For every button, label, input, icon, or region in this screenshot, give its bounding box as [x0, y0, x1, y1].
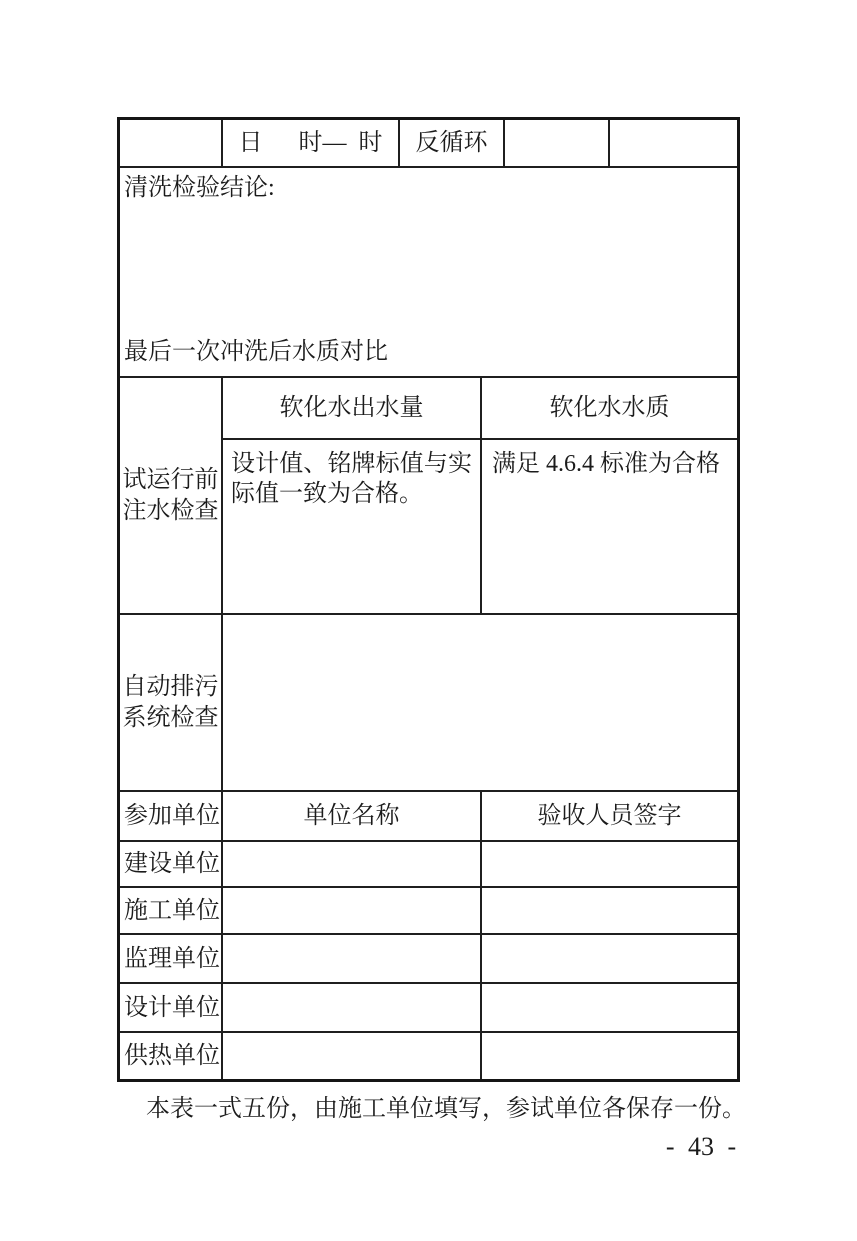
unit-row-label: 施工单位 — [120, 888, 223, 935]
signature-header: 验收人员签字 — [482, 792, 737, 842]
auto-blowdown-content-cell — [223, 615, 737, 792]
unit-name-cell — [223, 1033, 482, 1079]
unit-name-cell — [223, 888, 482, 935]
softened-water-output-header: 软化水出水量 — [223, 378, 482, 440]
unit-name-header: 单位名称 — [223, 792, 482, 842]
unit-signature-cell — [482, 842, 737, 888]
auto-blowdown-label — [120, 615, 223, 792]
cleaning-conclusion-cell — [120, 168, 737, 378]
pretrial-check-label — [120, 378, 223, 615]
auto-blowdown-label-line2: 系统检查 — [122, 704, 219, 731]
pretrial-check-label-line1: 试运行前 — [122, 466, 219, 493]
auto-blowdown-label-line1: 自动排污 — [122, 673, 219, 700]
unit-row-label: 监理单位 — [120, 935, 223, 984]
unit-name-cell — [223, 842, 482, 888]
page-number: - 43 - — [665, 1132, 737, 1161]
cleaning-row-label-cell — [120, 120, 223, 168]
unit-row-label: 建设单位 — [120, 842, 223, 888]
unit-signature-cell — [482, 984, 737, 1033]
unit-name-cell — [223, 935, 482, 984]
softened-water-quality-header: 软化水水质 — [482, 378, 737, 440]
cleaning-empty-cell-2 — [610, 120, 737, 168]
cleaning-empty-cell-1 — [505, 120, 610, 168]
unit-signature-cell — [482, 935, 737, 984]
cleaning-conclusion-title: 清洗检验结论: — [124, 175, 275, 201]
footer-note: 本表一式五份，由施工单位填写，参试单位各保存一份。 — [146, 1096, 746, 1122]
unit-row-label: 设计单位 — [120, 984, 223, 1033]
unit-row-label: 供热单位 — [120, 1033, 223, 1079]
pretrial-check-label-line2: 注水检查 — [122, 497, 219, 524]
unit-signature-cell — [482, 1033, 737, 1079]
output-criteria-cell: 设计值、铭牌标值与实际值一致为合格。 — [223, 440, 482, 615]
participants-header-label: 参加单位 — [120, 792, 223, 842]
cleaning-time-cell: 日 时— 时 — [223, 120, 400, 168]
unit-name-cell — [223, 984, 482, 1033]
unit-signature-cell — [482, 888, 737, 935]
last-flush-comparison-note: 最后一次冲洗后水质对比 — [124, 339, 388, 365]
cleaning-direction-cell: 反循环 — [400, 120, 505, 168]
acceptance-form-table — [117, 117, 740, 1082]
quality-criteria-cell: 满足 4.6.4 标准为合格 — [482, 440, 737, 615]
